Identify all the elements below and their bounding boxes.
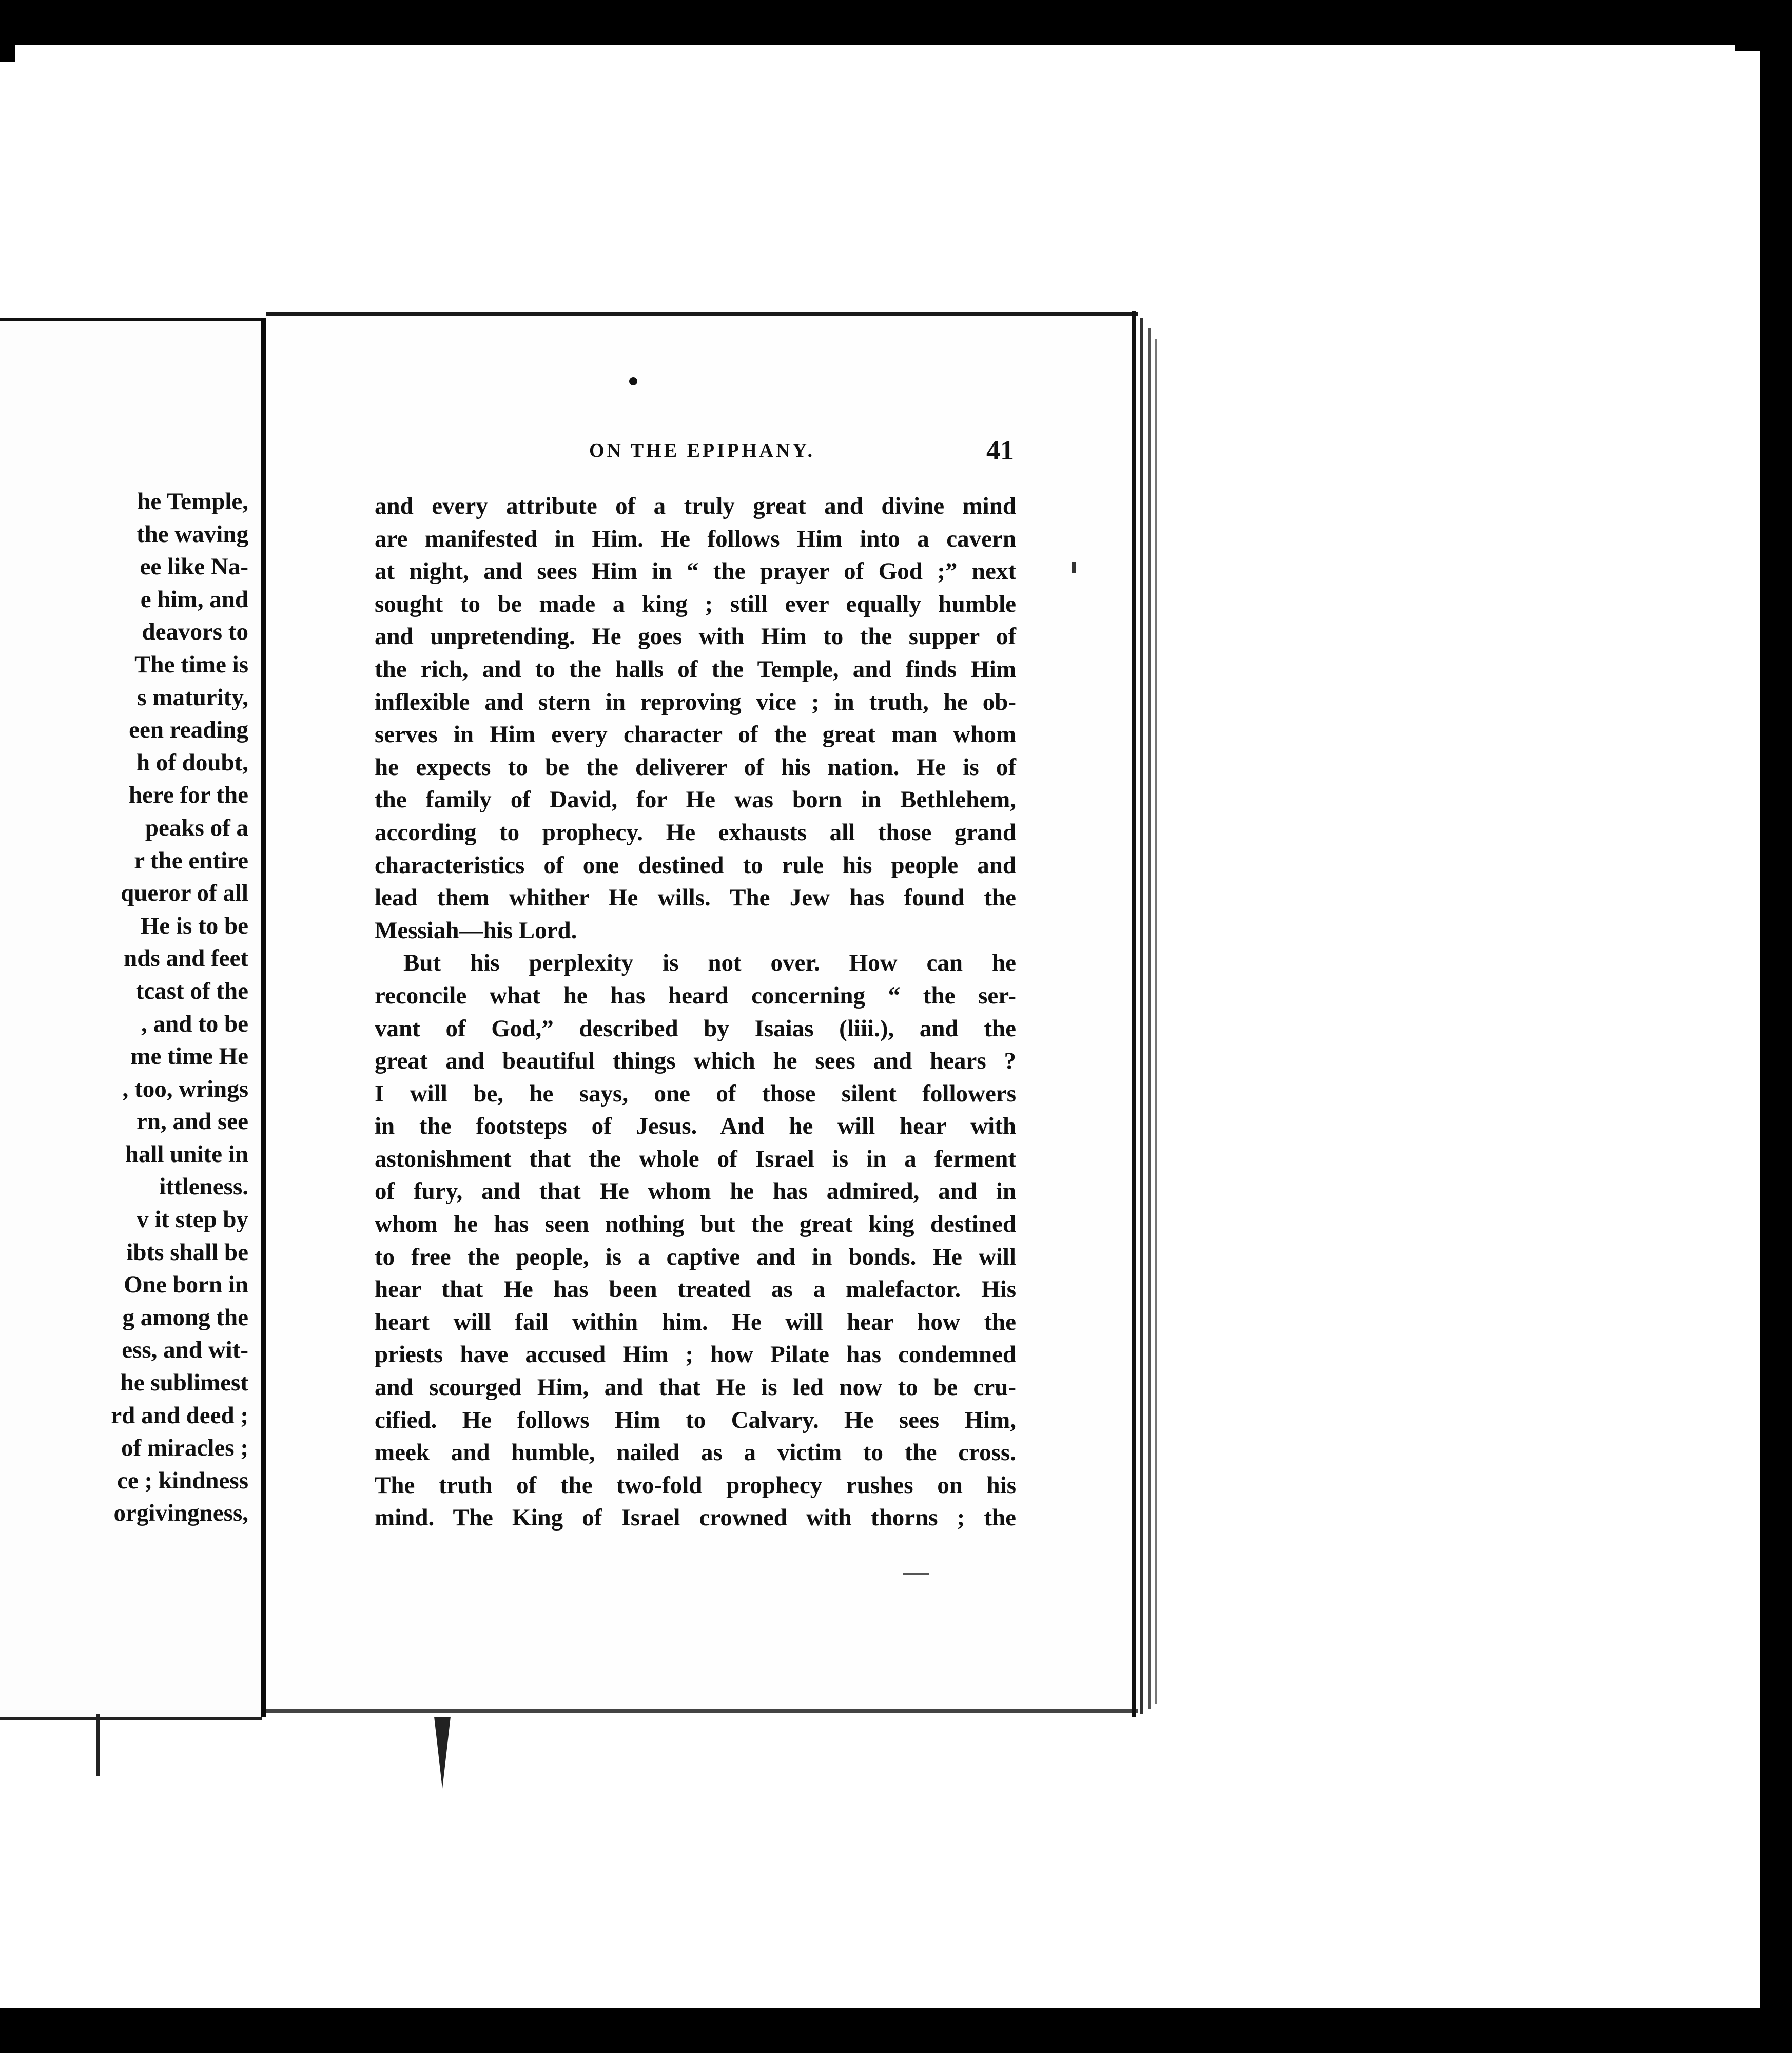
body-line: reconcile what he has heard concerning “ the ser- <box>375 982 1016 1009</box>
body-line: and unpretending. He goes with Him to the supper of <box>375 623 1016 650</box>
body-line: and every attribute of a truly great and divine mind <box>375 493 1016 519</box>
running-head: ON THE EPIPHANY. <box>589 440 815 461</box>
left-page-line: here for the <box>128 782 248 809</box>
left-page-line: , too, wrings <box>122 1075 248 1102</box>
left-page-line: , and to be <box>141 1010 248 1037</box>
left-page-line: v it step by <box>136 1206 248 1233</box>
left-page-line: he sublimest <box>120 1369 248 1397</box>
left-page-text <box>0 486 248 1530</box>
left-page-line: r the entire <box>134 847 248 874</box>
ink-dot <box>629 377 637 385</box>
body-line: the family of David, for He was born in Bethlehem, <box>375 786 1016 814</box>
body-line: I will be, he says, one of those silent followers <box>375 1080 1016 1107</box>
body-line: heart will fail within him. He will hear how the <box>375 1308 1016 1335</box>
body-line: to free the people, is a captive and in bonds. He will <box>375 1243 1016 1270</box>
left-page-line: He is to be <box>140 912 248 939</box>
left-page-line: queror of all <box>121 880 248 907</box>
left-page-line: nds and feet <box>124 945 248 972</box>
left-page-line: me time He <box>130 1043 248 1070</box>
spine-mark <box>434 1717 451 1789</box>
body-line: characteristics of one destined to rule his people and <box>375 851 1016 879</box>
body-line: great and beautiful things which he sees and hears ? <box>375 1048 1016 1075</box>
body-line: serves in Him every character of the great man whom <box>375 721 1016 748</box>
body-line: whom he has seen nothing but the great king destined <box>375 1211 1016 1238</box>
left-page-line: rn, and see <box>136 1108 248 1135</box>
page-edge <box>1132 311 1136 1717</box>
ink-mark <box>903 1573 929 1575</box>
left-page-line: ce ; kindness <box>117 1467 248 1494</box>
body-line: at night, and sees Him in “ the prayer of God ;” next <box>375 558 1016 585</box>
body-line: and scourged Him, and that He is led now to be cru- <box>375 1374 1016 1401</box>
page-number: 41 <box>986 435 1014 466</box>
page-edge <box>1140 318 1143 1714</box>
ink-speck <box>1072 562 1076 573</box>
left-page-line: deavors to <box>142 618 248 646</box>
page-edge <box>1155 339 1157 1704</box>
body-line: of fury, and that He whom he has admired, and in <box>375 1178 1016 1205</box>
book-gutter <box>261 318 266 1717</box>
body-line: priests have accused Him ; how Pilate has condemned <box>375 1341 1016 1368</box>
left-page-line: hall unite in <box>125 1140 248 1168</box>
left-page-line: een reading <box>129 716 248 744</box>
body-line: hear that He has been treated as a malefactor. His <box>375 1276 1016 1303</box>
left-page-line: orgivingness, <box>113 1500 248 1527</box>
left-page-line: rd and deed ; <box>111 1402 248 1429</box>
body-line: mind. The King of Israel crowned with thorns ; the <box>375 1504 1016 1532</box>
body-line: Messiah—his Lord. <box>375 917 577 944</box>
left-page-line: of miracles ; <box>121 1435 248 1462</box>
body-line: inflexible and stern in reproving vice ; in truth, he ob- <box>375 688 1016 715</box>
scan-border-right <box>1760 0 1792 2053</box>
left-page-line: ittleness. <box>159 1173 248 1200</box>
body-line: the rich, and to the halls of the Temple, and finds Him <box>375 655 1016 683</box>
left-page-line: h of doubt, <box>136 749 248 776</box>
body-text <box>375 490 1016 1535</box>
left-page-line: ess, and wit- <box>122 1337 248 1364</box>
left-page <box>0 318 262 1720</box>
body-line: are manifested in Him. He follows Him into a cavern <box>375 525 1016 552</box>
body-line: according to prophecy. He exhausts all those grand <box>375 819 1016 846</box>
left-page-line: ibts shall be <box>126 1238 248 1266</box>
page-edge <box>1148 328 1151 1709</box>
body-line: meek and humble, nailed as a victim to the cross. <box>375 1439 1016 1466</box>
body-line: astonishment that the whole of Israel is in a ferment <box>375 1145 1016 1172</box>
left-page-line: One born in <box>124 1271 248 1299</box>
body-line: vant of God,” described by Isaias (liii.), and the <box>375 1015 1016 1042</box>
left-page-line: g among the <box>122 1304 248 1331</box>
left-page-line: tcast of the <box>135 977 248 1004</box>
scan-border-corner-right <box>1735 31 1765 51</box>
body-line: The truth of the two-fold prophecy rushes on his <box>375 1471 1016 1499</box>
body-line: in the footsteps of Jesus. And he will hear with <box>375 1113 1016 1140</box>
left-page-line: e him, and <box>140 586 248 613</box>
left-page-line: ee like Na- <box>140 553 248 580</box>
body-line: cified. He follows Him to Calvary. He sees Him, <box>375 1406 1016 1434</box>
left-page-line: peaks of a <box>145 814 248 841</box>
scan-border-corner <box>0 31 15 62</box>
spine-mark <box>96 1714 100 1776</box>
body-line: sought to be made a king ; still ever equally humble <box>375 590 1016 617</box>
scan-border-top <box>0 0 1792 45</box>
left-page-line: s maturity, <box>137 684 248 711</box>
left-page-line: the waving <box>136 520 248 548</box>
left-page-line: The time is <box>134 651 248 678</box>
scan-border-bottom <box>0 2008 1792 2053</box>
body-line: But his perplexity is not over. How can he <box>403 950 1016 977</box>
left-page-line: he Temple, <box>137 488 248 515</box>
body-line: lead them whither He wills. The Jew has found the <box>375 884 1016 912</box>
body-line: he expects to be the deliverer of his nation. He is of <box>375 753 1016 781</box>
